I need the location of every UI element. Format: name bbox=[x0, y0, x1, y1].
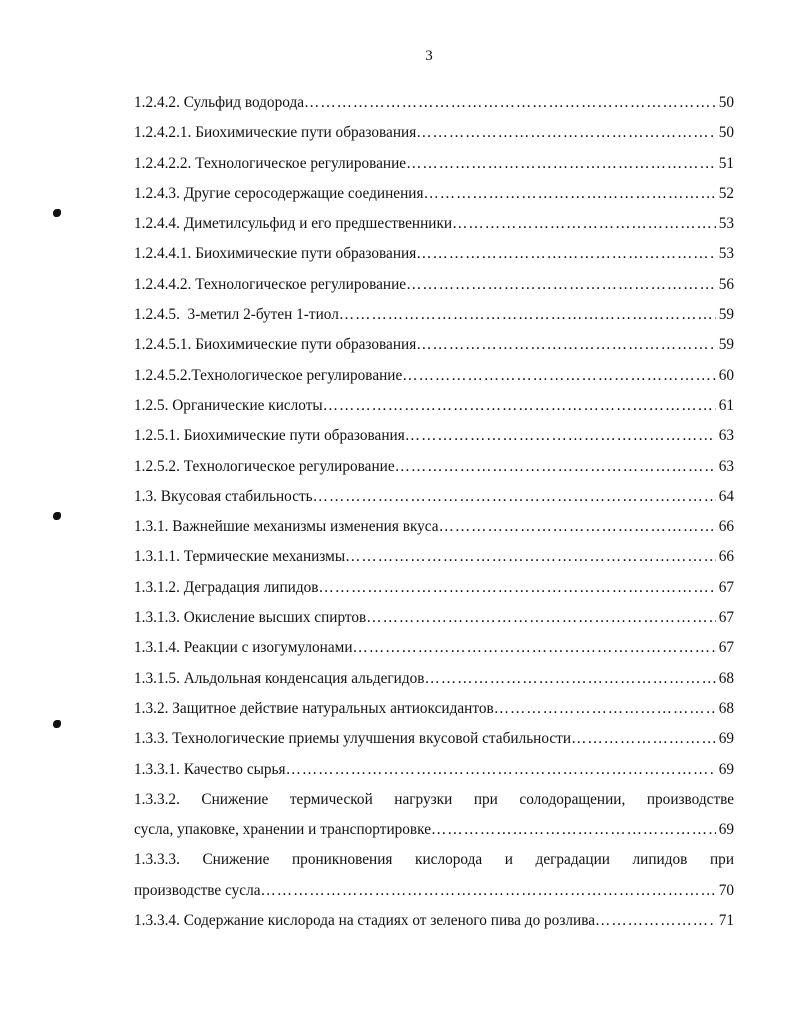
toc-entry-page: 69 bbox=[718, 760, 734, 778]
toc-entry bbox=[134, 573, 734, 603]
toc-entry-page: 52 bbox=[718, 184, 734, 202]
toc-entry-title: 1.2.4.4.2. Технологическое регулирование bbox=[134, 275, 407, 293]
toc-word: нагрузки bbox=[394, 790, 453, 808]
toc-leader-dots bbox=[406, 270, 716, 300]
toc-entry-title: 1.2.4.2.2. Технологическое регулирование bbox=[134, 154, 407, 172]
toc-leader-dots bbox=[595, 906, 716, 936]
toc-entry-title: 1.2.5. Органические кислоты bbox=[134, 396, 323, 414]
toc-entry-title: 1.2.5.2. Технологическое регулирование bbox=[134, 457, 395, 475]
toc-entry bbox=[134, 88, 734, 118]
toc-entry-title: сусла, упаковке, хранении и транспортировке bbox=[134, 821, 431, 839]
toc-entry bbox=[134, 421, 734, 451]
toc-entry bbox=[134, 724, 734, 754]
toc-entry-page: 66 bbox=[718, 518, 734, 536]
toc-entry bbox=[134, 482, 734, 512]
toc-entry bbox=[134, 512, 734, 542]
toc-word: 1.3.3.3. bbox=[134, 851, 180, 869]
toc-leader-dots bbox=[313, 482, 716, 512]
toc-word: термической bbox=[289, 790, 373, 808]
toc-entry-multiline bbox=[134, 845, 734, 906]
toc-entry bbox=[134, 664, 734, 694]
toc-entry bbox=[134, 542, 734, 572]
toc-entry-title-line1 bbox=[134, 845, 734, 875]
toc-entry bbox=[134, 391, 734, 421]
toc-entry bbox=[134, 149, 734, 179]
toc-entry-page: 51 bbox=[718, 154, 734, 172]
toc-entry-page: 71 bbox=[718, 912, 734, 930]
toc-leader-dots bbox=[439, 512, 716, 542]
toc-entry bbox=[134, 118, 734, 148]
toc-entry-title: 1.2.4.4.1. Биохимические пути образования bbox=[134, 245, 417, 263]
toc-entry bbox=[134, 209, 734, 239]
toc-word: и bbox=[504, 851, 513, 869]
toc-entry-page: 67 bbox=[718, 639, 734, 657]
toc-entry bbox=[134, 452, 734, 482]
toc-entry-title: 1.2.4.2. Сульфид водорода bbox=[134, 94, 305, 111]
toc-entry-multiline bbox=[134, 785, 734, 846]
toc-entry-page: 56 bbox=[718, 275, 734, 293]
toc-entry bbox=[134, 179, 734, 209]
toc-leader-dots bbox=[319, 573, 716, 603]
toc-entry-title: 1.3.1.3. Окисление высших спиртов bbox=[134, 609, 367, 627]
toc-entry-page: 59 bbox=[718, 336, 734, 354]
toc-entry-title: 1.2.4.2.1. Биохимические пути образования bbox=[134, 124, 417, 142]
toc-entry-page: 59 bbox=[718, 306, 734, 324]
toc-word: 1.3.3.2. bbox=[134, 790, 180, 808]
toc-entry-title: 1.3.2. Защитное действие натуральных антиоксидантов bbox=[134, 699, 494, 717]
toc-entry-title: 1.2.4.4. Диметилсульфид и его предшественники bbox=[134, 215, 453, 233]
toc-entry bbox=[134, 300, 734, 330]
toc-leader-dots bbox=[425, 664, 716, 694]
toc-word: при bbox=[473, 790, 498, 808]
toc-entry-title: 1.3.1.5. Альдольная конденсация альдегидов bbox=[134, 669, 425, 687]
toc-leader-dots bbox=[286, 755, 716, 785]
toc-entry-page: 64 bbox=[718, 487, 734, 505]
toc-entry-title: 1.2.4.5.2.Технологическое регулирование bbox=[134, 366, 403, 384]
toc-entry-title: 1.3.3.4. Содержание кислорода на стадиях от зеленого пива до розлива bbox=[134, 912, 596, 930]
toc-leader-dots bbox=[405, 421, 716, 451]
toc-entry-page: 67 bbox=[718, 609, 734, 627]
toc-entry-title-line1 bbox=[134, 785, 734, 815]
toc-entry-page: 70 bbox=[718, 881, 734, 899]
toc-word: солодоращении, bbox=[519, 790, 626, 808]
toc-entry bbox=[134, 755, 734, 785]
toc-entry-title: 1.3.1.1. Термические механизмы bbox=[134, 548, 346, 566]
toc-entry-page: 53 bbox=[718, 215, 734, 233]
page-number: 3 bbox=[425, 48, 433, 64]
toc-entry-page: 63 bbox=[718, 457, 734, 475]
toc-word: липидов bbox=[632, 851, 688, 869]
toc-entry bbox=[134, 330, 734, 360]
toc-leader-dots bbox=[339, 300, 716, 330]
toc-entry-page: 61 bbox=[718, 396, 734, 414]
toc-entry bbox=[134, 906, 734, 936]
toc-entry bbox=[134, 270, 734, 300]
toc-entry-title: 1.3. Вкусовая стабильность bbox=[134, 487, 313, 505]
toc-word: проникновения bbox=[291, 851, 393, 869]
toc-entry bbox=[134, 239, 734, 269]
toc-leader-dots bbox=[366, 603, 715, 633]
toc-entry-title: 1.3.1.2. Деградация липидов bbox=[134, 578, 319, 596]
toc-word: производстве bbox=[646, 790, 735, 808]
toc-leader-dots bbox=[323, 391, 716, 421]
toc-entry-title: производстве сусла bbox=[134, 881, 261, 899]
toc-entry-page: 60 bbox=[718, 366, 734, 384]
toc-word: Снижение bbox=[202, 851, 270, 869]
toc-entry-page: 66 bbox=[718, 548, 734, 566]
toc-word: кислорода bbox=[415, 851, 483, 869]
toc-word: деградации bbox=[535, 851, 610, 869]
toc-entry-title: 1.2.4.5.1. Биохимические пути образования bbox=[134, 336, 417, 354]
toc-leader-dots bbox=[416, 330, 715, 360]
toc-entry-page: 63 bbox=[718, 427, 734, 445]
toc-entry-title: 1.2.4.3. Другие серосодержащие соединения bbox=[134, 184, 424, 202]
toc-word: при bbox=[710, 851, 735, 869]
toc-leader-dots bbox=[494, 694, 716, 724]
toc-entry-title: 1.3.1.4. Реакции с изогумулонами bbox=[134, 639, 353, 657]
toc-entry-title-line2 bbox=[134, 815, 734, 845]
toc-leader-dots bbox=[402, 361, 715, 391]
punch-hole-mark bbox=[53, 209, 61, 217]
punch-hole-mark bbox=[53, 512, 61, 520]
toc-entry-title-line2 bbox=[134, 876, 734, 906]
table-of-contents bbox=[134, 88, 734, 936]
toc-leader-dots bbox=[353, 633, 716, 663]
toc-entry bbox=[134, 361, 734, 391]
toc-entry-title: 1.2.5.1. Биохимические пути образования bbox=[134, 427, 405, 445]
toc-leader-dots bbox=[416, 239, 715, 269]
toc-entry-title: 1.3.1. Важнейшие механизмы изменения вкуса bbox=[134, 518, 439, 536]
toc-entry-page: 68 bbox=[718, 699, 734, 717]
toc-entry-page: 53 bbox=[718, 245, 734, 263]
toc-leader-dots bbox=[423, 179, 715, 209]
punch-hole-mark bbox=[53, 720, 61, 728]
toc-word: Снижение bbox=[201, 790, 269, 808]
toc-entry bbox=[134, 603, 734, 633]
toc-entry-title: 1.3.3.1. Качество сырья bbox=[134, 760, 286, 778]
toc-entry-page: 50 bbox=[718, 94, 734, 111]
toc-entry-page: 67 bbox=[718, 578, 734, 596]
toc-leader-dots bbox=[345, 542, 716, 572]
toc-leader-dots bbox=[452, 209, 716, 239]
toc-entry-page: 50 bbox=[718, 124, 734, 142]
toc-entry-title: 1.3.3. Технологические приемы улучшения вкусовой стабильности bbox=[134, 730, 572, 748]
toc-entry bbox=[134, 694, 734, 724]
toc-leader-dots bbox=[395, 452, 716, 482]
toc-leader-dots bbox=[431, 815, 716, 845]
toc-entry bbox=[134, 633, 734, 663]
toc-leader-dots bbox=[406, 149, 716, 179]
toc-entry-title: 1.2.4.5. 3-метил 2-бутен 1-тиол bbox=[134, 306, 339, 324]
toc-leader-dots bbox=[571, 724, 716, 754]
toc-entry-page: 69 bbox=[718, 821, 734, 839]
toc-leader-dots bbox=[304, 88, 716, 118]
toc-leader-dots bbox=[416, 118, 715, 148]
toc-leader-dots bbox=[261, 876, 716, 906]
toc-entry-page: 69 bbox=[718, 730, 734, 748]
toc-entry-page: 68 bbox=[718, 669, 734, 687]
